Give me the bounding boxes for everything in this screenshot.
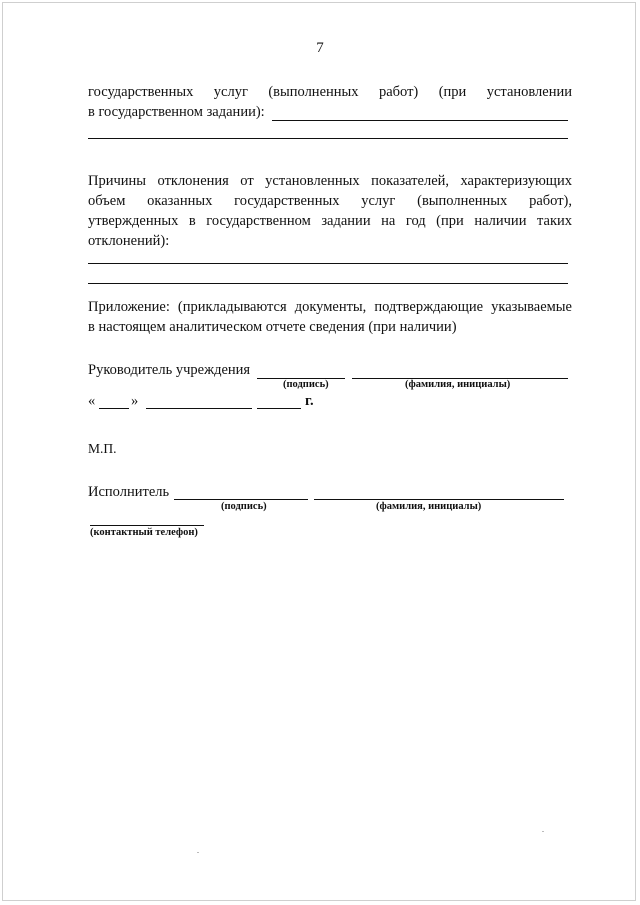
executor-name-caption: (фамилия, инициалы): [376, 501, 482, 512]
phone-line: [90, 525, 204, 526]
scan-speck: [197, 852, 199, 853]
executor-signature-caption: (подпись): [221, 501, 267, 512]
executor-label: Исполнитель: [88, 484, 170, 500]
director-signature-caption: (подпись): [283, 379, 329, 390]
section1-line1: государственных услуг (выполненных работ) (при установлении: [88, 84, 572, 100]
date-month-line: [146, 408, 252, 409]
page-number: 7: [316, 40, 324, 56]
section2-line3: утвержденных в государственном задании на год (при наличии таких: [88, 213, 572, 229]
section2-line2: объем оказанных государственных услуг (выполненных работ),: [88, 193, 572, 209]
date-year-suffix: г.: [305, 393, 314, 409]
section2-line1: Причины отклонения от установленных показателей, характеризующих: [88, 173, 572, 189]
executor-signature-line: [174, 499, 308, 500]
date-open-quote: «: [88, 393, 96, 409]
stamp-label: М.П.: [88, 441, 117, 456]
fill-line: [272, 120, 568, 121]
section1-line2: в государственном задании):: [88, 104, 265, 120]
director-name-caption: (фамилия, инициалы): [405, 379, 511, 390]
section3-line2: в настоящем аналитическом отчете сведения (при наличии): [88, 319, 457, 335]
executor-name-line: [314, 499, 564, 500]
fill-line: [88, 283, 568, 284]
date-day-line: [99, 408, 129, 409]
fill-line: [88, 263, 568, 264]
date-close-quote: »: [131, 393, 139, 409]
section3-line1: Приложение: (прикладываются документы, подтверждающие указываемые: [88, 299, 572, 315]
phone-caption: (контактный телефон): [90, 527, 198, 538]
date-year-line: [257, 408, 301, 409]
fill-line: [88, 138, 568, 139]
section2-line4: отклонений):: [88, 233, 170, 249]
scan-speck: [542, 831, 544, 832]
director-label: Руководитель учреждения: [88, 362, 251, 378]
